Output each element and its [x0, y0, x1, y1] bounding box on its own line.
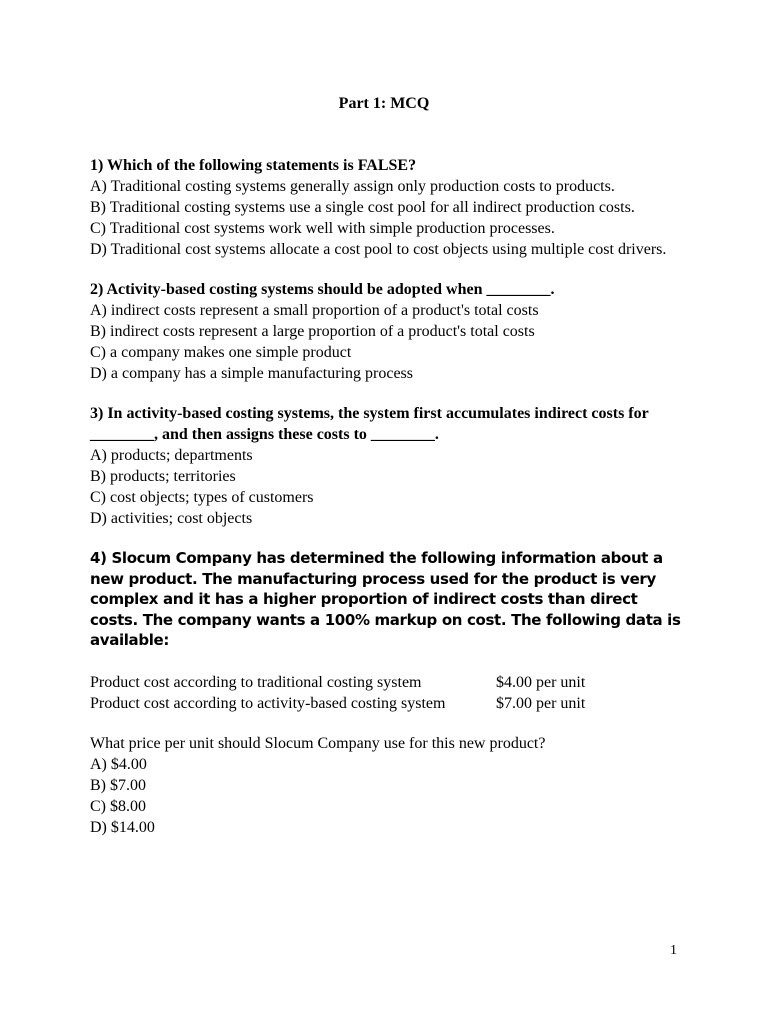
question-text: 3) In activity-based costing systems, the system first accumulates indirect costs for ________, and then assigns these costs to ________. — [90, 405, 649, 443]
cost-value: $7.00 per unit — [496, 694, 586, 712]
question-3 — [90, 403, 690, 529]
question-text: 4) Slocum Company has determined the following information about a new product. The manufacturing process used for the product is very complex and it has a higher proportion of indirect costs than direct costs. The company wants a 100% markup on cost. The following data is available: — [90, 549, 681, 649]
answer-option: A) indirect costs represent a small proportion of a product's total costs — [90, 302, 539, 319]
answer-option: C) Traditional cost systems work well with simple production processes. — [90, 220, 555, 237]
answer-option: A) Traditional costing systems generally assign only production costs to products. — [90, 178, 615, 195]
answer-option: D) Traditional cost systems allocate a cost pool to cost objects using multiple cost drivers. — [90, 241, 667, 258]
answer-option: B) Traditional costing systems use a single cost pool for all indirect production costs. — [90, 199, 635, 216]
question-prompt: What price per unit should Slocum Company use for this new product? — [90, 734, 546, 752]
cost-value: $4.00 per unit — [496, 673, 586, 691]
cost-data-table — [90, 672, 690, 714]
cost-data-row — [90, 672, 690, 693]
question-4 — [90, 548, 690, 838]
question-1 — [90, 155, 690, 260]
page-number: 1 — [670, 943, 677, 958]
answer-option: C) a company makes one simple product — [90, 344, 352, 361]
question-text: 2) Activity-based costing systems should be adopted when ________. — [90, 281, 555, 298]
cost-label: Product cost according to traditional costing system — [90, 673, 422, 691]
answer-option: D) a company has a simple manufacturing process — [90, 365, 414, 382]
answer-option: B) indirect costs represent a large proportion of a product's total costs — [90, 323, 535, 340]
question-text: 1) Which of the following statements is FALSE? — [90, 157, 417, 174]
answer-option: B) $7.00 — [90, 776, 146, 794]
answer-option: D) $14.00 — [90, 818, 155, 836]
answer-option: C) $8.00 — [90, 797, 146, 815]
question-list — [90, 155, 690, 857]
question-2 — [90, 279, 690, 384]
answer-option: A) products; departments — [90, 447, 253, 464]
answer-option: C) cost objects; types of customers — [90, 489, 314, 506]
cost-label: Product cost according to activity-based costing system — [90, 694, 446, 712]
answer-option: B) products; territories — [90, 468, 236, 485]
cost-data-row — [90, 693, 690, 714]
answer-option: D) activities; cost objects — [90, 510, 253, 527]
answer-option: A) $4.00 — [90, 755, 147, 773]
page-title: Part 1: MCQ — [338, 95, 430, 112]
